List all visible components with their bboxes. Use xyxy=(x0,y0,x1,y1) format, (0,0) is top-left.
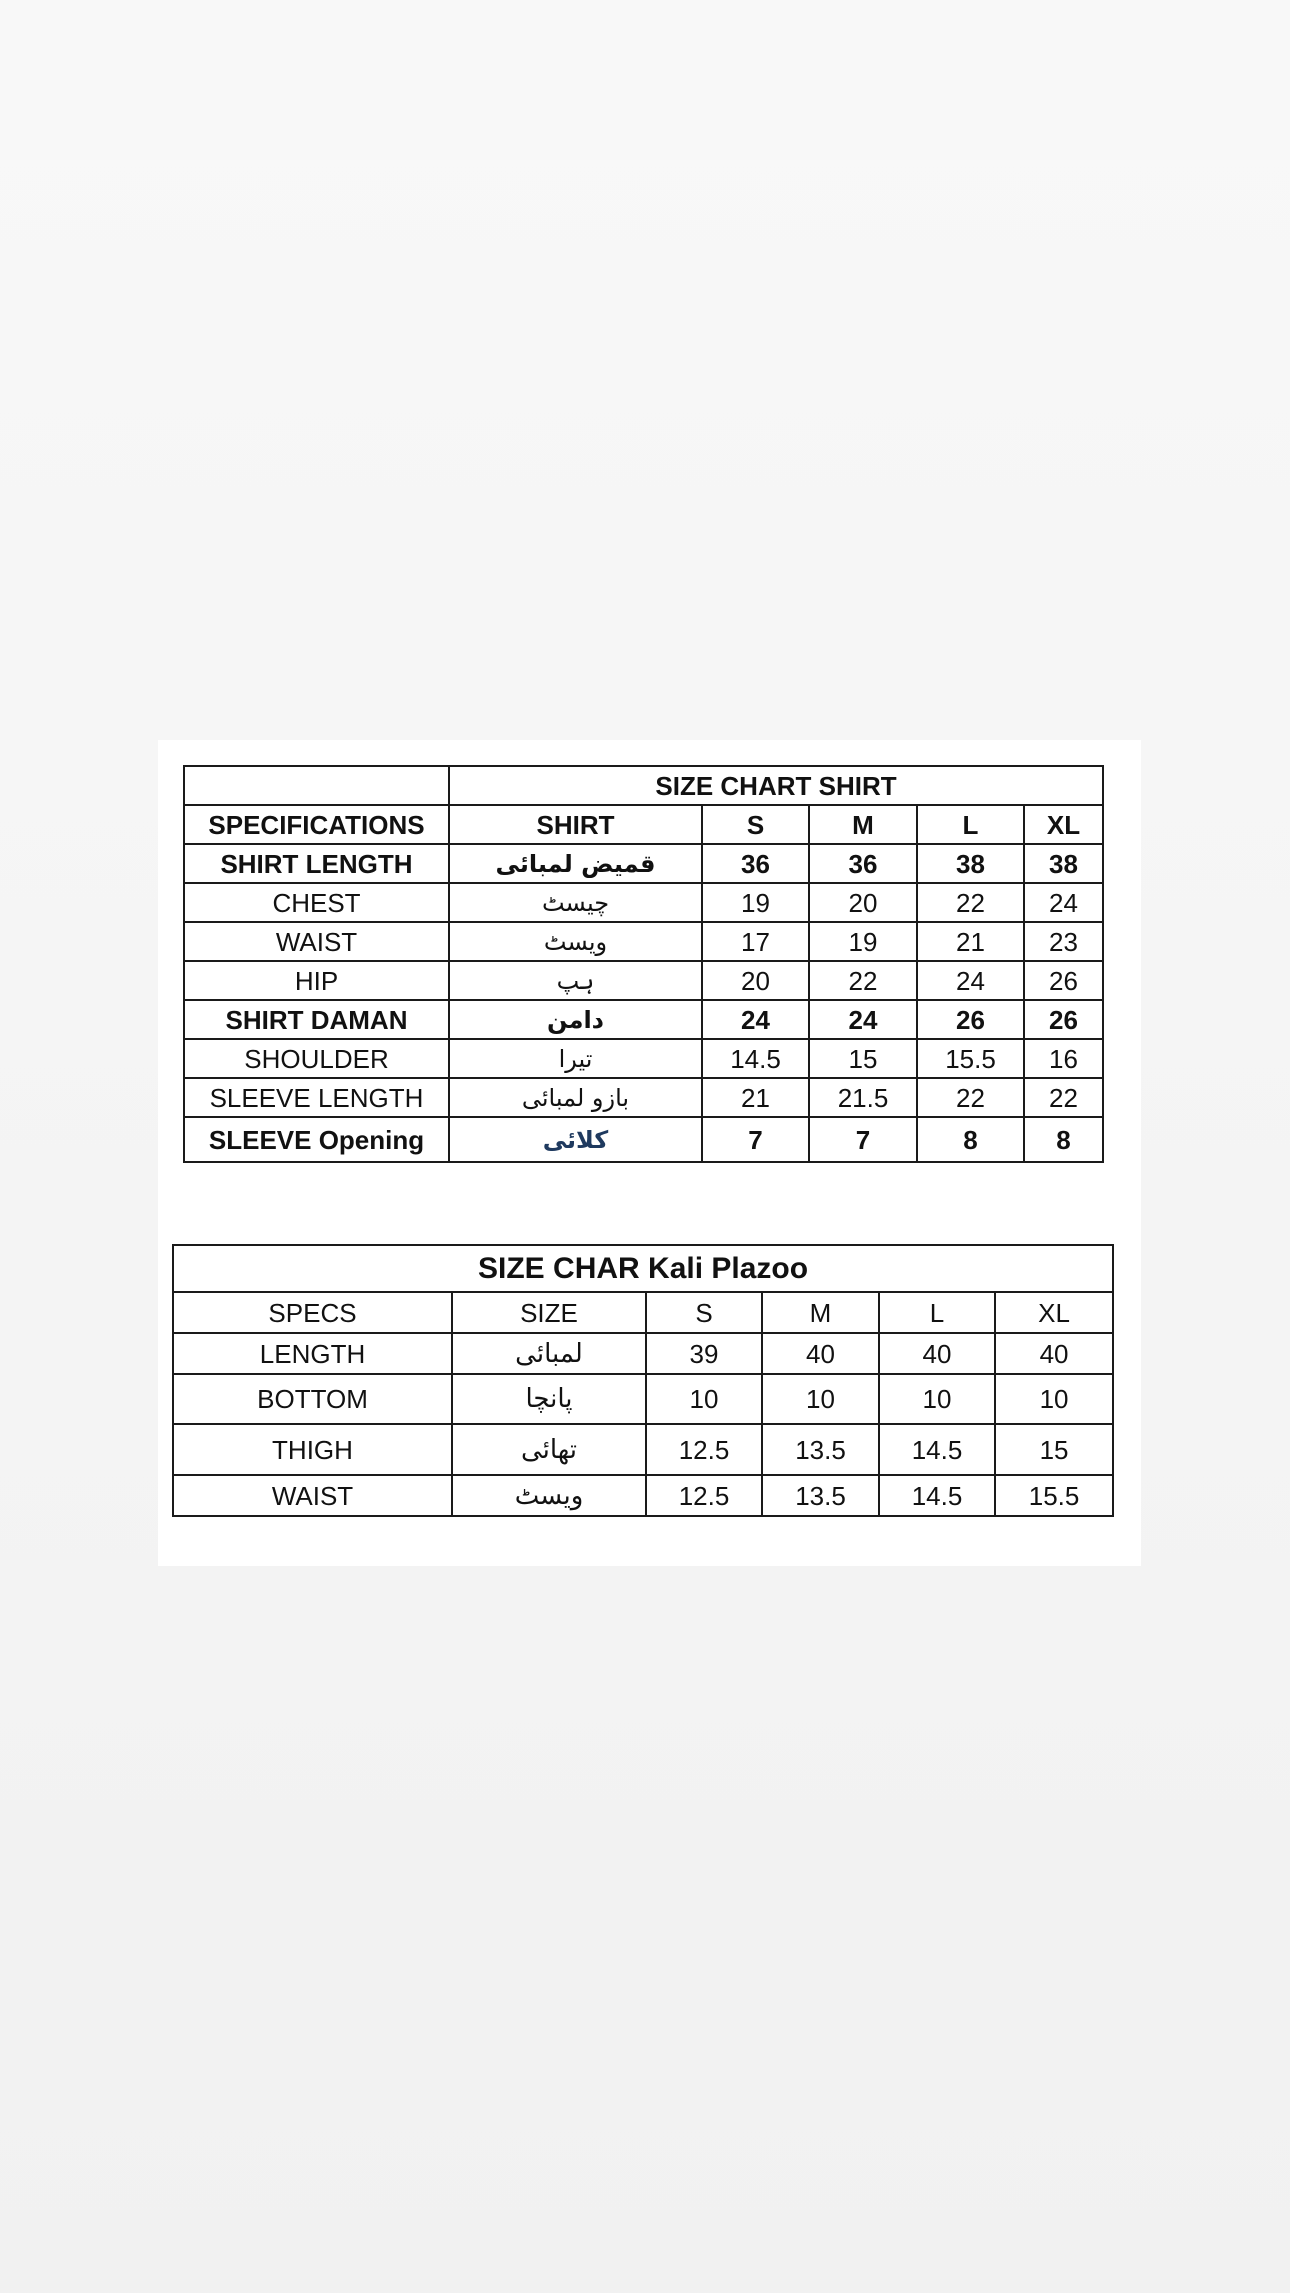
table-row xyxy=(184,961,1103,1000)
urdu-label-cell: ویسٹ xyxy=(449,922,702,961)
value-cell: 10 xyxy=(995,1374,1113,1424)
urdu-label-cell: تیرا xyxy=(449,1039,702,1078)
table-row xyxy=(173,1475,1113,1516)
empty-cell xyxy=(184,766,449,805)
urdu-label-cell: کلائی xyxy=(449,1117,702,1162)
value-cell: 22 xyxy=(809,961,917,1000)
column-header: SPECIFICATIONS xyxy=(184,805,449,844)
shirt-size-table xyxy=(183,765,1104,1163)
table-row xyxy=(184,1117,1103,1162)
value-cell: 40 xyxy=(879,1333,995,1374)
value-cell: 24 xyxy=(917,961,1024,1000)
urdu-label-cell: ویسٹ xyxy=(452,1475,646,1516)
spec-cell: SLEEVE LENGTH xyxy=(184,1078,449,1117)
value-cell: 14.5 xyxy=(879,1424,995,1475)
table-row xyxy=(184,1078,1103,1117)
spec-cell: SHOULDER xyxy=(184,1039,449,1078)
value-cell: 20 xyxy=(702,961,809,1000)
value-cell: 7 xyxy=(702,1117,809,1162)
value-cell: 15 xyxy=(809,1039,917,1078)
value-cell: 13.5 xyxy=(762,1475,879,1516)
value-cell: 36 xyxy=(809,844,917,883)
column-header: M xyxy=(762,1292,879,1333)
spec-cell: HIP xyxy=(184,961,449,1000)
spec-cell: LENGTH xyxy=(173,1333,452,1374)
value-cell: 17 xyxy=(702,922,809,961)
column-header: SHIRT xyxy=(449,805,702,844)
value-cell: 23 xyxy=(1024,922,1103,961)
value-cell: 21 xyxy=(917,922,1024,961)
column-header: XL xyxy=(995,1292,1113,1333)
value-cell: 14.5 xyxy=(702,1039,809,1078)
spec-cell: WAIST xyxy=(184,922,449,961)
value-cell: 24 xyxy=(1024,883,1103,922)
table-row xyxy=(173,1374,1113,1424)
column-header: L xyxy=(879,1292,995,1333)
value-cell: 16 xyxy=(1024,1039,1103,1078)
spec-cell: CHEST xyxy=(184,883,449,922)
column-header: XL xyxy=(1024,805,1103,844)
urdu-label-cell: قمیض لمبائی xyxy=(449,844,702,883)
value-cell: 10 xyxy=(879,1374,995,1424)
value-cell: 36 xyxy=(702,844,809,883)
shirt-table-title: SIZE CHART SHIRT xyxy=(449,766,1103,805)
value-cell: 12.5 xyxy=(646,1475,762,1516)
urdu-label-cell: پانچا xyxy=(452,1374,646,1424)
value-cell: 39 xyxy=(646,1333,762,1374)
value-cell: 22 xyxy=(1024,1078,1103,1117)
value-cell: 24 xyxy=(809,1000,917,1039)
column-header: SIZE xyxy=(452,1292,646,1333)
value-cell: 26 xyxy=(1024,961,1103,1000)
value-cell: 20 xyxy=(809,883,917,922)
table-header-row xyxy=(184,805,1103,844)
table-title-row xyxy=(173,1245,1113,1292)
value-cell: 15.5 xyxy=(995,1475,1113,1516)
size-chart-card xyxy=(158,740,1141,1566)
value-cell: 15 xyxy=(995,1424,1113,1475)
value-cell: 10 xyxy=(646,1374,762,1424)
table-row xyxy=(184,1039,1103,1078)
spec-cell: SLEEVE Opening xyxy=(184,1117,449,1162)
plazoo-size-table xyxy=(172,1244,1114,1517)
table-row xyxy=(173,1424,1113,1475)
urdu-label-cell: چیسٹ xyxy=(449,883,702,922)
table-row xyxy=(173,1333,1113,1374)
spec-cell: THIGH xyxy=(173,1424,452,1475)
table-header-row xyxy=(173,1292,1113,1333)
spec-cell: SHIRT DAMAN xyxy=(184,1000,449,1039)
value-cell: 12.5 xyxy=(646,1424,762,1475)
column-header: S xyxy=(702,805,809,844)
table-row xyxy=(184,922,1103,961)
table-row xyxy=(184,883,1103,922)
table-title-row xyxy=(184,766,1103,805)
value-cell: 26 xyxy=(1024,1000,1103,1039)
urdu-label-cell: ہپ xyxy=(449,961,702,1000)
value-cell: 26 xyxy=(917,1000,1024,1039)
value-cell: 8 xyxy=(1024,1117,1103,1162)
spec-cell: WAIST xyxy=(173,1475,452,1516)
value-cell: 7 xyxy=(809,1117,917,1162)
value-cell: 22 xyxy=(917,1078,1024,1117)
value-cell: 14.5 xyxy=(879,1475,995,1516)
table-row xyxy=(184,844,1103,883)
value-cell: 19 xyxy=(809,922,917,961)
plazoo-table-title: SIZE CHAR Kali Plazoo xyxy=(173,1245,1113,1292)
value-cell: 10 xyxy=(762,1374,879,1424)
value-cell: 22 xyxy=(917,883,1024,922)
value-cell: 21.5 xyxy=(809,1078,917,1117)
column-header: SPECS xyxy=(173,1292,452,1333)
urdu-label-cell: بازو لمبائی xyxy=(449,1078,702,1117)
value-cell: 21 xyxy=(702,1078,809,1117)
urdu-label-cell: تھائی xyxy=(452,1424,646,1475)
value-cell: 38 xyxy=(917,844,1024,883)
urdu-label-cell: لمبائی xyxy=(452,1333,646,1374)
column-header: S xyxy=(646,1292,762,1333)
column-header: L xyxy=(917,805,1024,844)
table-row xyxy=(184,1000,1103,1039)
value-cell: 13.5 xyxy=(762,1424,879,1475)
spec-cell: SHIRT LENGTH xyxy=(184,844,449,883)
urdu-label-cell: دامن xyxy=(449,1000,702,1039)
value-cell: 40 xyxy=(995,1333,1113,1374)
value-cell: 19 xyxy=(702,883,809,922)
value-cell: 15.5 xyxy=(917,1039,1024,1078)
column-header: M xyxy=(809,805,917,844)
value-cell: 40 xyxy=(762,1333,879,1374)
value-cell: 38 xyxy=(1024,844,1103,883)
spec-cell: BOTTOM xyxy=(173,1374,452,1424)
value-cell: 8 xyxy=(917,1117,1024,1162)
value-cell: 24 xyxy=(702,1000,809,1039)
